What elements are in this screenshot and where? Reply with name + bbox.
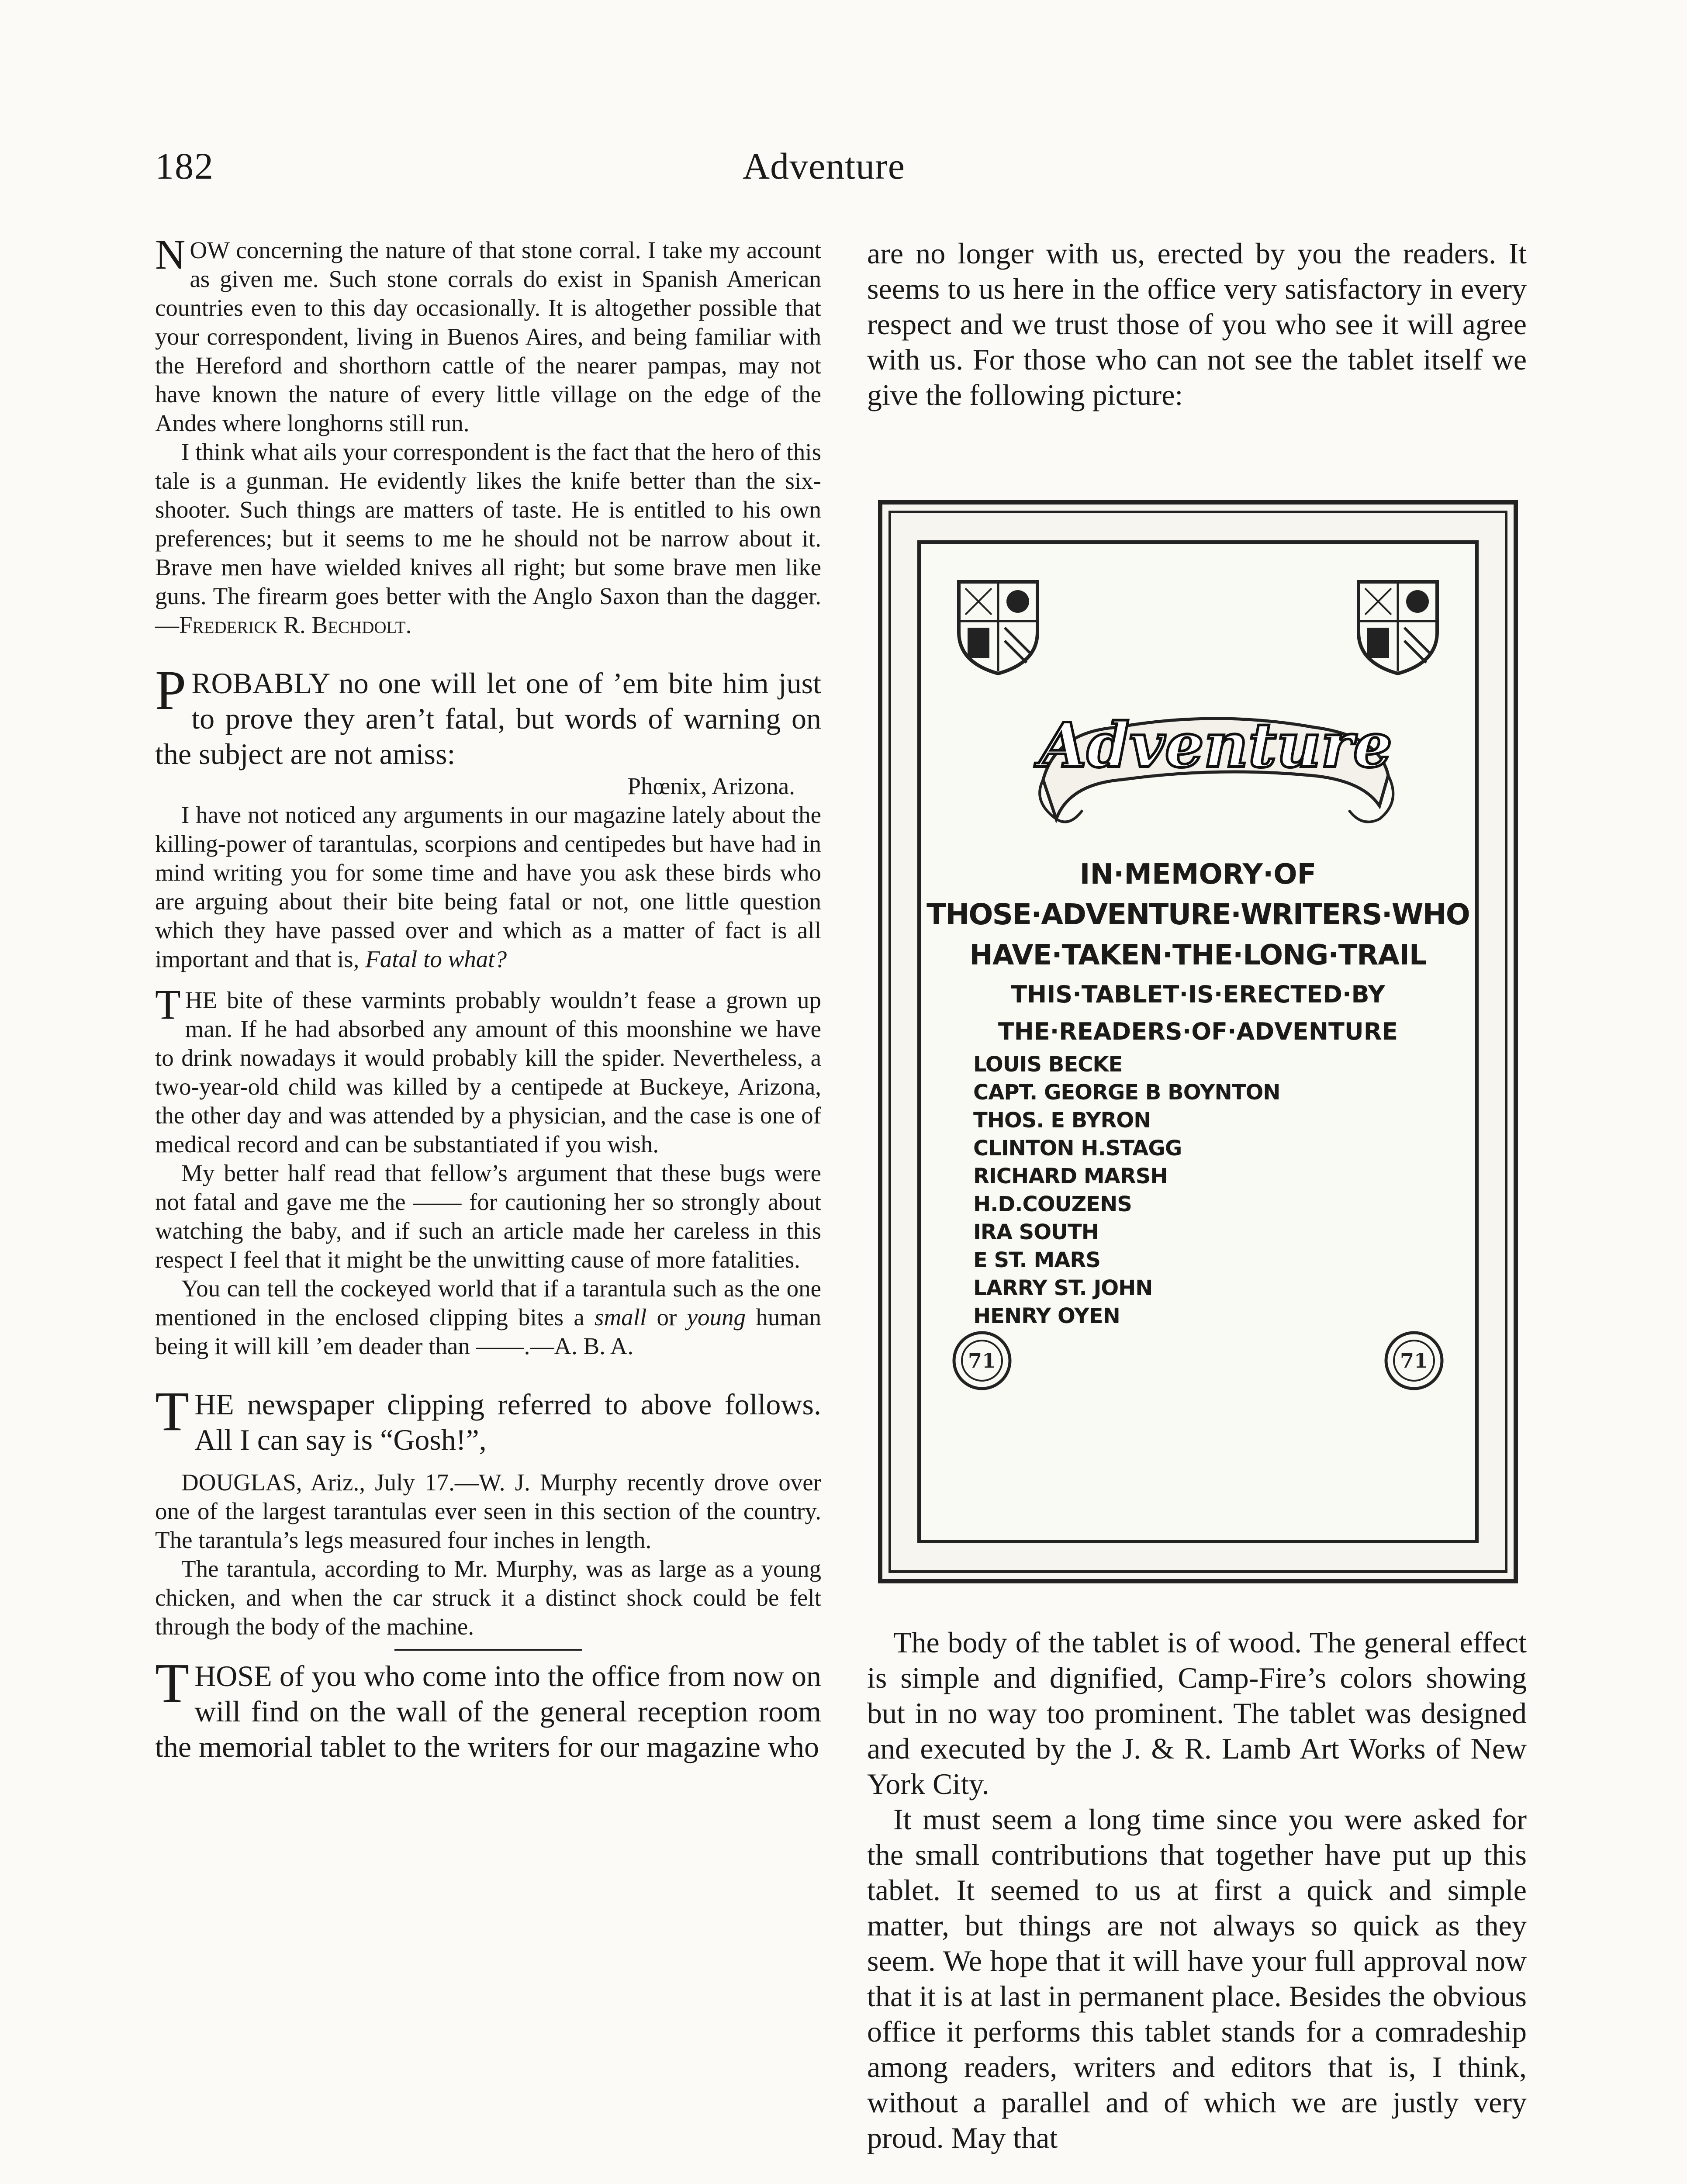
writer-name: H.D.COUZENS: [973, 1192, 1132, 1216]
paragraph: I think what ails your correspondent is the fact that the hero of this tale is a gunman. He evidently likes the knife better than the six-shooter. Such things are matters of taste. He is entitled to his own preferences; but it seems to me he should not be narrow about it. Brave men have wielded knives all right; but some brave men like guns. The firearm goes better with the Anglo Saxon than the dagger.—: [155, 439, 821, 638]
paragraph: You can tell the cockeyed world that if a tarantula such as the one mentioned in the enclosed clipping bites a: [155, 1275, 821, 1330]
tablet-announcement: [155, 1652, 821, 1765]
divider: [394, 1649, 582, 1651]
medallion-number: 71: [1400, 1349, 1428, 1372]
writer-name: RICHARD MARSH: [973, 1164, 1168, 1189]
paragraph: I have not noticed any arguments in our magazine lately about the killing-power of tarantulas, scorpions and centipedes but have had in mind writing you for some time and have you ask these birds who are arguing about their bite being fatal or not, one little question which they have passed over and which as a matter of fact is all important and that is,: [155, 802, 821, 972]
drop-cap: T: [155, 981, 181, 1028]
letter-aba: [155, 659, 822, 1361]
drop-cap: P: [155, 659, 187, 721]
tablet-line: THIS·TABLET·IS·ERECTED·BY: [1011, 981, 1385, 1008]
letter-bechdolt: [155, 231, 821, 639]
writer-name: LOUIS BECKE: [973, 1052, 1123, 1077]
paragraph: It must seem a long time since you were asked for the small contributions that together have put up this tablet. It seemed to us at first a quick and simple matter, but things are not always so quick as they seem. We hope that it will have your full approval now that it is at last in permanent place. Besides the obvious office it performs this tablet stands for a comradeship among readers, writers and editors that is, I think, without a parallel and of which we are justly very proud. May that: [867, 1803, 1527, 2154]
writer-name: HENRY OYEN: [973, 1304, 1120, 1328]
tablet-panel: [917, 540, 1479, 1543]
tablet-line: THE·READERS·OF·ADVENTURE: [998, 1018, 1398, 1045]
medallion-number: 71: [968, 1349, 996, 1372]
left-column: [155, 231, 822, 1765]
italic-text: small: [595, 1304, 647, 1330]
italic-text: young: [687, 1304, 746, 1330]
paragraph: human being it will kill ’em deader than ——.—A. B. A.: [155, 1304, 822, 1359]
drop-cap: N: [155, 231, 186, 278]
writer-names-list: [973, 1051, 1280, 1330]
medallion-icon: [1383, 1330, 1445, 1391]
paragraph: HOSE of you who come into the office from now on will find on the wall of the general reception room the memorial tablet to the writers for our magazine who: [155, 1659, 821, 1763]
page-number: 182: [155, 145, 214, 187]
clipping-section: [155, 1380, 821, 1651]
paragraph: My better half read that fellow’s argument that these bugs were not fatal and gave me the —— for cautioning her so strongly about watching the baby, and if such an article made her careless in this respect I feel that it might be the unwitting cause of more fatalities.: [155, 1160, 821, 1273]
writer-name: IRA SOUTH: [973, 1220, 1099, 1244]
coat-of-arms-icon: [957, 580, 1040, 676]
right-column-top: [867, 236, 1527, 413]
clipping-paragraph: The tarantula, according to Mr. Murphy, was as large as a young chicken, and when the car struck it a distinct shock could be felt through the body of the machine.: [155, 1555, 821, 1640]
memorial-tablet-illustration: [878, 500, 1518, 1583]
drop-cap: T: [155, 1652, 190, 1714]
coat-of-arms-icon: [1356, 580, 1439, 676]
tablet-line: IN·MEMORY·OF: [1079, 858, 1317, 891]
tablet-line: HAVE·TAKEN·THE·LONG·TRAIL: [969, 939, 1427, 971]
paragraph: OW concerning the nature of that stone corral. I take my account as given me. Such stone corrals do exist in Spanish American countries even to this day occasionally. It is altogether possible that your correspondent, living in Buenos Aires, and being familiar with the Hereford and shorthorn cattle of the nearer pampas, may not have known the nature of every little village on the edge of the Andes where longhorns still run.: [155, 237, 821, 436]
running-title: Adventure: [743, 145, 905, 187]
dateline: Phœnix, Arizona.: [627, 773, 795, 799]
writer-name: THOS. E BYRON: [973, 1108, 1151, 1133]
paragraph: HE bite of these varmints probably wouldn’t fease a grown up man. If he had absorbed any amount of this moonshine we have to drink nowadays it would probably kill the spider. Nevertheless, a two-year-old child was killed by a centipede at Buckeye, Arizona, the other day and was attended by a physician, and the case is one of medical record and can be substantiated if you wish.: [155, 987, 821, 1158]
adventure-banner-logo: [1030, 692, 1401, 836]
paragraph: or: [657, 1304, 677, 1330]
banner-word: Adventure: [1039, 710, 1393, 781]
writer-name: CAPT. GEORGE B BOYNTON: [973, 1080, 1280, 1105]
intro-paragraph: ROBABLY no one will let one of ’em bite him just to prove they aren’t fatal, but words of warning on the subject are not amiss:: [155, 667, 821, 771]
tablet-line: THOSE·ADVENTURE·WRITERS·WHO: [926, 898, 1469, 931]
signature: Frederick R. Bechdolt.: [179, 612, 412, 638]
italic-text: Fatal to what?: [365, 946, 507, 972]
intro-paragraph: HE newspaper clipping referred to above follows. All I can say is “Gosh!”,: [194, 1388, 821, 1456]
writer-name: E ST. MARS: [973, 1248, 1100, 1272]
clipping-paragraph: DOUGLAS, Ariz., July 17.—W. J. Murphy recently drove over one of the largest tarantulas ever seen in this section of the country. The tarantula’s legs measured four inches in length.: [155, 1469, 821, 1553]
medallion-icon: [951, 1330, 1013, 1391]
writer-name: CLINTON H.STAGG: [973, 1136, 1182, 1161]
right-column-bottom: [867, 1625, 1527, 2156]
writer-name: LARRY ST. JOHN: [973, 1276, 1153, 1300]
drop-cap: T: [155, 1380, 190, 1442]
paragraph: are no longer with us, erected by you the readers. It seems to us here in the office very satisfactory in every respect and we trust those of you who see it will agree with us. For those who can not see the tablet itself we give the following picture:: [867, 237, 1527, 411]
paragraph: The body of the tablet is of wood. The general effect is simple and dignified, Camp-Fire’s colors showing but in no way too prominent. The tablet was designed and executed by the J. & R. Lamb Art Works of New York City.: [867, 1626, 1527, 1800]
